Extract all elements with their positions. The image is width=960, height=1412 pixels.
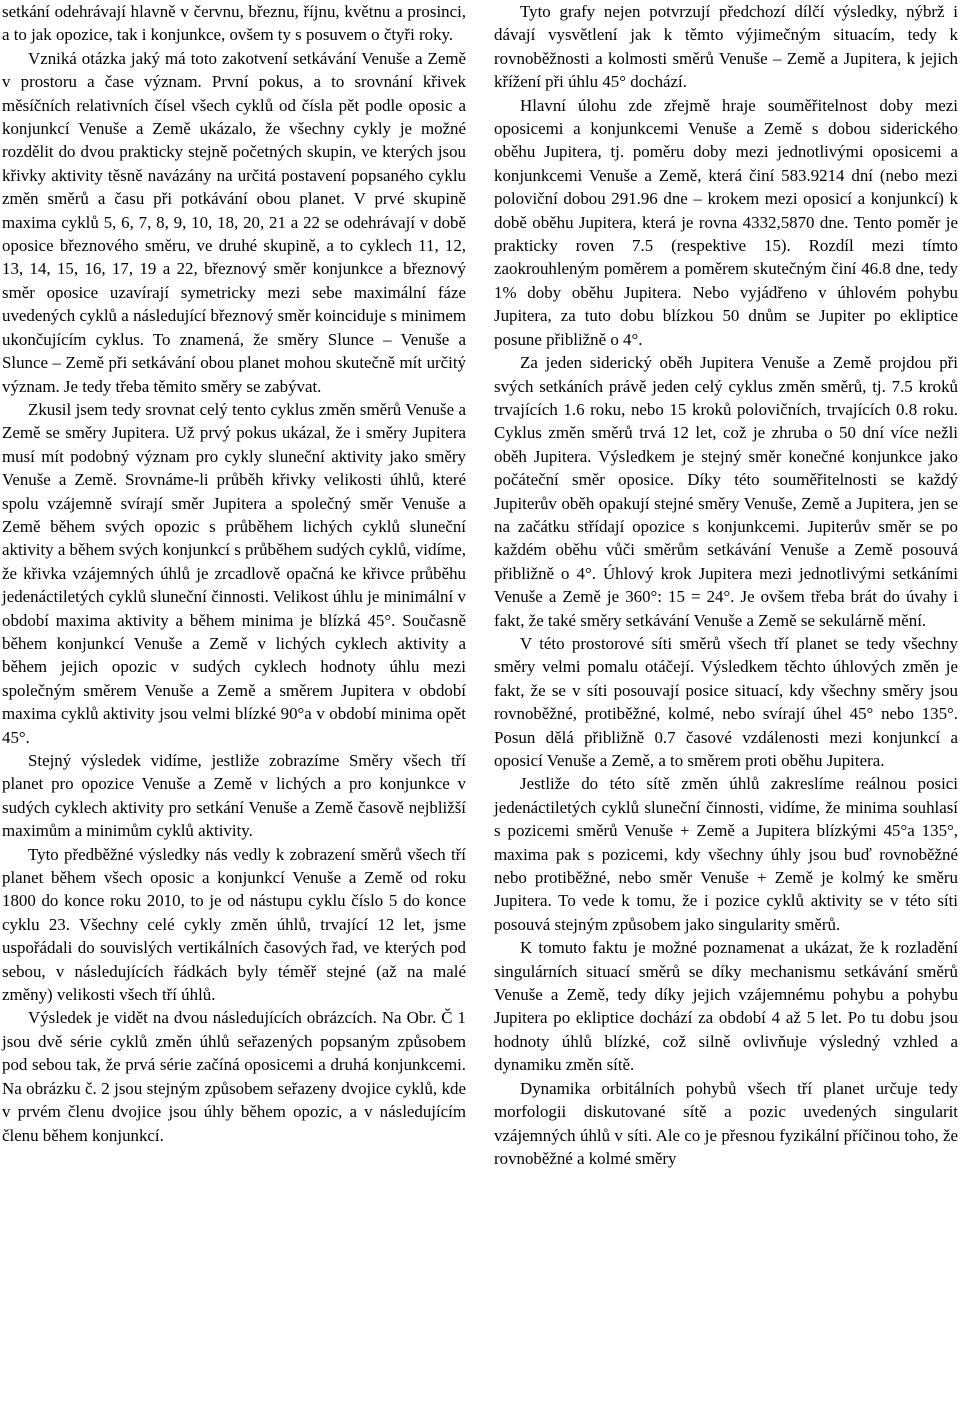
paragraph: Jestliže do této sítě změn úhlů zakreslíme reálnou posici jedenáctiletých cyklů sluneční činnosti, vidíme, že minima souhlasí s pozicemi směrů Venuše + Země a Jupitera blízkými 45°a 135°, maxima pak s pozicemi, kdy všechny úhly jsou buď rovnoběžné nebo protiběžné, nebo směr Venuše + Země je kolmý ke směru Jupitera. To vede k tomu, že i pozice cyklů aktivity se v této síti posouvá stejným způsobem jako singularity směrů. (494, 774, 958, 934)
paragraph: Tyto grafy nejen potvrzují předchozí dílčí výsledky, nýbrž i dávají vysvětlení jak k těmto výjimečným situacím, tedy k rovnoběžnosti a kolmosti směrů Venuše – Země a Jupitera, k jejich křížení při úhlu 45° dochází. (494, 2, 958, 92)
paragraph: Za jeden siderický oběh Jupitera Venuše a Země projdou při svých setkáních právě jeden celý cyklus změn směrů, tj. 7.5 kroků trvajících 1.6 roku, nebo 15 kroků polovičních, trvajících 0.8 roku. Cyklus změn směrů trvá 12 let, což je zhruba o 50 dní více nežli oběh Jupitera. Výsledkem je stejný směr konečné konjunkce jako počáteční směr oposice. Díky této souměřitelnosti se každý Jupiterův oběh opakují stejné směry Venuše, Země a Jupitera, jen se na začátku střídají opozice s konjunkcemi. Jupiterův směr se po každém oběhu vůči směrům setkávání Venuše a Země posouvá přibližně o 4°. Úhlový krok Jupitera mezi jednotlivými setkáními Venuše a Země je 360°: 15 = 24°. Je ovšem třeba brát do úvahy i fakt, že také směry setkávání Venuše a Země se sekulárně mění. (494, 353, 958, 630)
paragraph: V této prostorové síti směrů všech tří planet se tedy všechny směry velmi pomalu otáčejí. Výsledkem těchto úhlových změn je fakt, že se v síti posouvají posice situací, kdy všechny směry jsou rovnoběžné, protiběžné, kolmé, nebo svírají úhel 45° nebo 135°. Posun dělá přibližně 0.7 časové vzdálenosti mezi konjunkcí a oposicí Venuše a Země, a to směrem proti oběhu Jupitera. (494, 633, 958, 770)
paragraph: Tyto předběžné výsledky nás vedly k zobrazení směrů všech tří planet během všech oposic a konjunkcí Venuše a Země od roku 1800 do konce roku 2010, to je od nástupu cyklu číslo 5 do konce cyklu 23. Všechny celé cykly změn úhlů, trvající 12 let, jsme uspořádali do souvislých vertikálních časových řad, ve kterých pod sebou, v následujících řádkách byly téměř stejné (až na malé změny) velikosti všech tří úhlů. (2, 844, 466, 1005)
paragraph: setkání odehrávají hlavně v červnu, březnu, říjnu, květnu a prosinci, a to jak opozice, tak i konjunkce, ovšem ty s posuvem o čtyři roky. (2, 2, 466, 45)
paragraph: Hlavní úlohu zde zřejmě hraje souměřitelnost doby mezi oposicemi a konjunkcemi Venuše a Země s dobou siderického oběhu Jupitera, tj. poměru doby mezi jednotlivými oposicemi a konjunkcemi Venuše a Země, která činí 583.9214 dní (nebo mezi poloviční dobou 291.96 dne – krokem mezi oposicí a konjunkcí) k době oběhu Jupitera, která je rovna 4332,5870 dne. Tento poměr je prakticky roven 7.5 (respektive 15). Rozdíl mezi tímto zaokrouhleným poměrem a poměrem skutečným činí 46.8 dne, tedy 1% doby oběhu Jupitera. Nebo vyjádřeno v úhlovém pohybu Jupitera, za tuto dobu blízkou 50 dnům se Jupiter po ekliptice posune přibližně o 4°. (494, 95, 958, 349)
paragraph: Výsledek je vidět na dvou následujících obrázcích. Na Obr. Č 1 jsou dvě série cyklů změn úhlů seřazených popsaným způsobem pod sebou tak, že prvá série začíná oposicemi a druhá konjunkcemi. Na obrázku č. 2 jsou stejným způsobem seřazeny dvojice cyklů, kde v prvém členu dvojice jsou úhly během opozic, a v následujícím členu během konjunkcí. (2, 1008, 466, 1145)
paragraph: Vzniká otázka jaký má toto zakotvení setkávání Venuše a Země v prostoru a čase význam. První pokus, a to srovnání křivek měsíčních relativních čísel všech cyklů od čísla pět podle oposic a konjunkcí Venuše a Země ukázalo, že všechny cykly je možné rozdělit do dvou prakticky stejně početných skupin, ve kterých jsou křivky aktivity těsně navázány na určitá postavení popsaného cyklu změn směrů a času při potkávání obou planet. V prvé skupině maxima cyklů 5, 6, 7, 8, 9, 10, 18, 20, 21 a 22 se odehrávají v době oposice březnového směru, ve druhé skupině, a to cyklech 11, 12, 13, 14, 15, 16, 17, 19 a 22, březnový směr konjunkce a březnový směr oposice uzavírají symetricky mezi sebe maximální fáze uvedených cyklů a následující březnový směr koinciduje s minimem ukončujícím cyklus. To znamená, že směry Slunce – Venuše a Slunce – Země při setkávání obou planet mohou skutečně mít určitý význam. Je tedy třeba těmito směry se zabývat. (2, 48, 466, 396)
paragraph: K tomuto faktu je možné poznamenat a ukázat, že k rozladění singulárních situací směrů se díky mechanismu setkávání směrů Venuše a Země, tedy díky jejich vzájemnému pohybu a pohybu Jupitera po ekliptice dochází za období 4 až 5 let. Po tu dobu jsou hodnoty úhlů blízké, což silně ovlivňuje výsledný vzhled a dynamiku změn sítě. (494, 938, 958, 1075)
paragraph: Zkusil jsem tedy srovnat celý tento cyklus změn směrů Venuše a Země se směry Jupitera. Už prvý pokus ukázal, že i směry Jupitera musí mít podobný význam pro cykly sluneční aktivity jako směry Venuše a Země. Srovnáme-li průběh křivky velikosti úhlů, které spolu vzájemně svírají směr Jupitera a společný směr Venuše a Země během svých opozic s průběhem lichých cyklů sluneční aktivity a během svých konjunkcí s průběhem sudých cyklů, vidíme, že křivka vzájemných úhlů je zrcadlově opačná ke křivce průběhu jedenáctiletých cyklů sluneční činnosti. Velikost úhlu je minimální v období maxima aktivity a během minima je blízká 45°. Současně během konjunkcí Venuše a Země v lichých cyklech aktivity a během jejich opozic v sudých cyklech hodnoty úhlu mezi společným směrem Venuše a Země a směrem Jupitera v období maxima cyklů aktivity jsou velmi blízké 90°a v období minima opět 45°. (2, 399, 466, 747)
left-column (2, 0, 466, 1147)
right-column (494, 0, 958, 1170)
paragraph: Dynamika orbitálních pohybů všech tří planet určuje tedy morfologii diskutované sítě a pozic uvedených singularit vzájemných úhlů v síti. Ale co je přesnou fyzikální příčinou toho, že rovnoběžné a kolmé směry (494, 1078, 958, 1168)
paragraph: Stejný výsledek vidíme, jestliže zobrazíme Směry všech tří planet pro opozice Venuše a Země v lichých a pro konjunkce v sudých cyklech aktivity pro setkání Venuše a Země časově nejbližší maximům a minimům cyklů aktivity. (2, 751, 466, 841)
